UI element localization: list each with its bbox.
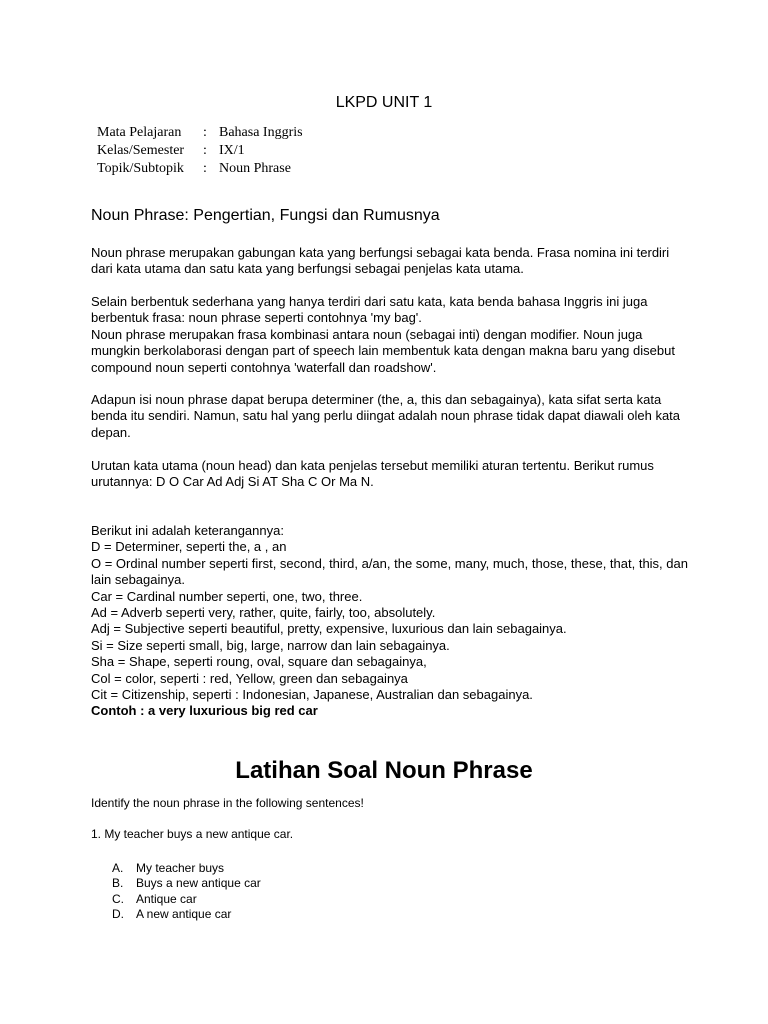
option-letter: B.	[112, 876, 124, 891]
definition-item: Cit = Citizenship, seperti : Indonesian, Japanese, Australian dan sebagainya.	[91, 687, 533, 703]
meta-key: Topik/Subtopik	[97, 161, 184, 176]
definition-item: Adj = Subjective seperti beautiful, pretty, expensive, luxurious dan lain sebagainya.	[91, 621, 567, 637]
option-text: Antique car	[136, 891, 197, 906]
paragraph-order: Urutan kata utama (noun head) dan kata penjelas tersebut memiliki aturan tertentu. Berikut rumus urutannya: D O Car Ad Adj Si AT Sha C Or Ma N.	[91, 458, 654, 490]
exercise-title: Latihan Soal Noun Phrase	[235, 757, 533, 784]
answer-options	[112, 861, 261, 923]
definition-item: Ad = Adverb seperti very, rather, quite, fairly, too, absolutely.	[91, 605, 436, 621]
option-b	[112, 876, 261, 891]
meta-colon: :	[203, 125, 207, 140]
meta-row-subject	[97, 124, 303, 142]
definition-item: Col = color, seperti : red, Yellow, green dan sebagainya	[91, 670, 408, 686]
document-title: LKPD UNIT 1	[335, 94, 433, 111]
definitions-intro: Berikut ini adalah keterangannya:	[91, 523, 284, 538]
paragraph-definition: Noun phrase merupakan gabungan kata yang berfungsi sebagai kata benda. Frasa nomina ini terdiri dari kata utama dan satu kata yang berfungsi sebagai penjelas kata utama.	[91, 245, 670, 277]
definition-item: D = Determiner, seperti the, a , an	[91, 539, 287, 555]
option-a	[112, 861, 261, 876]
meta-key: Kelas/Semester	[97, 143, 185, 158]
option-text: My teacher buys	[136, 861, 225, 875]
paragraph-simple-form: Selain berbentuk sederhana yang hanya terdiri dari satu kata, kata benda bahasa Inggris ini juga berbentuk frasa: noun phrase seperti contohnya 'my bag'.	[91, 294, 648, 326]
meta-value: Noun Phrase	[219, 161, 291, 176]
option-letter: A.	[112, 861, 124, 875]
paragraph-modifier: Noun phrase merupakan frasa kombinasi antara noun (sebagai inti) dengan modifier. Noun juga mungkin berkolaborasi dengan part of speech lain membentuk kata dengan makna baru yang disebut compound noun seperti contohnya 'waterfall dan roadshow'.	[91, 327, 675, 375]
option-letter: C.	[112, 891, 124, 906]
option-d	[112, 907, 261, 922]
question-text: 1. My teacher buys a new antique car.	[91, 827, 294, 841]
example-line: Contoh : a very luxurious big red car	[91, 703, 318, 719]
meta-colon: :	[203, 143, 207, 158]
definition-item: Car = Cardinal number seperti, one, two, three.	[91, 588, 363, 604]
definition-item: O = Ordinal number seperti first, second, third, a/an, the some, many, much, those, these, that, this, dan lain sebagainya.	[91, 555, 688, 588]
meta-value: Bahasa Inggris	[219, 125, 303, 140]
option-c	[112, 892, 261, 907]
meta-value: IX/1	[219, 143, 245, 158]
definition-item: Si = Size seperti small, big, large, narrow dan lain sebagainya.	[91, 637, 450, 653]
option-text: Buys a new antique car	[136, 876, 261, 891]
definitions-list	[91, 523, 691, 720]
meta-colon: :	[203, 161, 207, 176]
option-text: A new antique car	[136, 907, 232, 922]
meta-row-topic	[97, 160, 291, 178]
exercise-instruction: Identify the noun phrase in the following sentences!	[91, 796, 364, 810]
paragraph-contents: Adapun isi noun phrase dapat berupa determiner (the, a, this dan sebagainya), kata sifat serta kata benda itu sendiri. Namun, satu hal yang perlu diingat adalah noun phrase tidak dapat diawali oleh kata depan.	[91, 392, 681, 440]
definition-item: Sha = Shape, seperti roung, oval, square dan sebagainya,	[91, 654, 427, 670]
meta-row-class	[97, 142, 245, 160]
meta-key: Mata Pelajaran	[97, 125, 182, 140]
option-letter: D.	[112, 907, 124, 922]
section-heading: Noun Phrase: Pengertian, Fungsi dan Rumusnya	[91, 207, 440, 224]
